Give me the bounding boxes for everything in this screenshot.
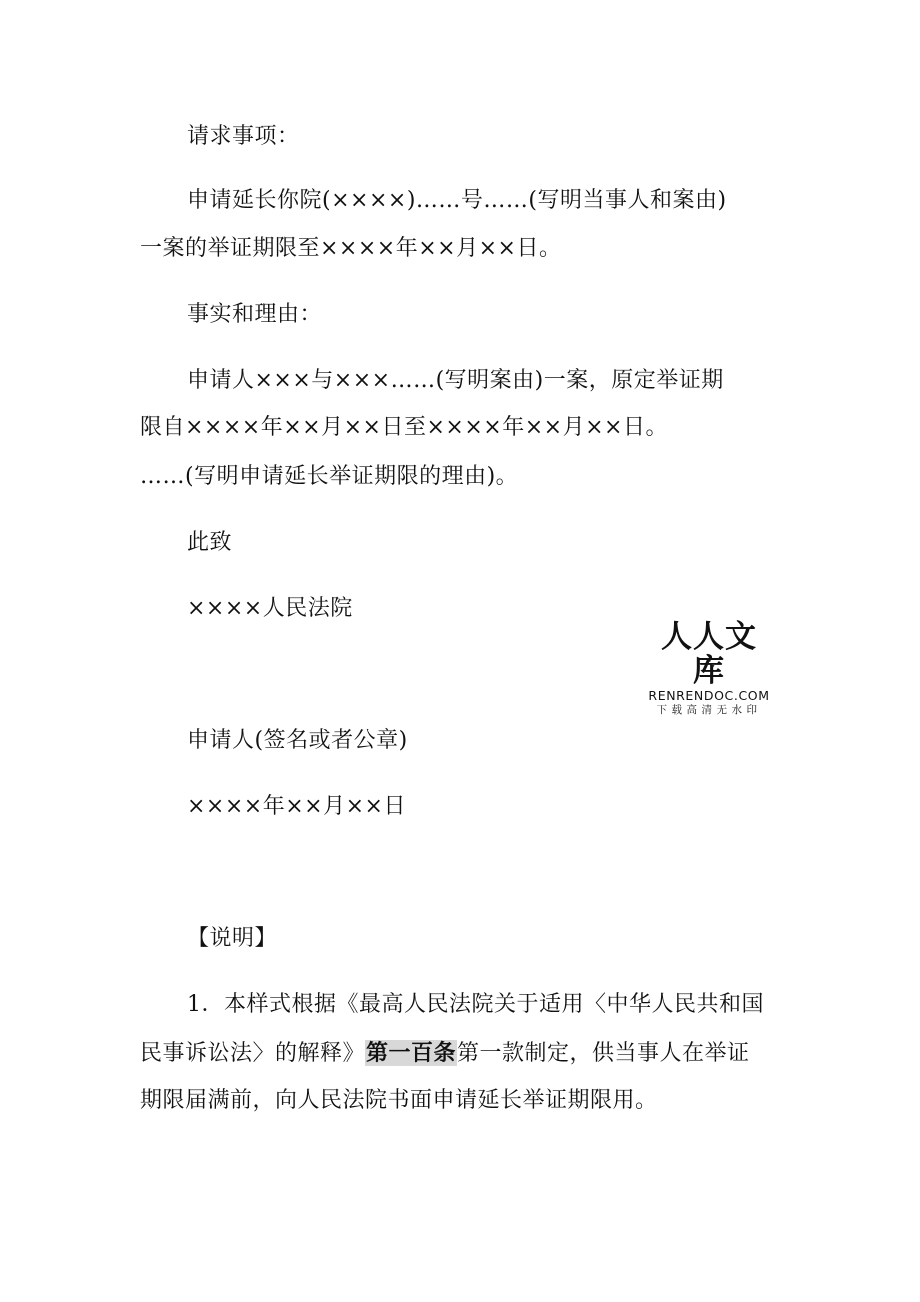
facts-text-line: 申请人×××与×××……(写明案由)一案，原定举证期 bbox=[187, 368, 724, 393]
note-text-line bbox=[140, 1038, 750, 1069]
facts-text-line: 限自××××年××月××日至××××年××月××日。 bbox=[140, 415, 668, 440]
watermark-title: 人人文库 bbox=[661, 619, 757, 689]
claims-text-line: 一案的举证期限至××××年××月××日。 bbox=[140, 236, 562, 261]
salutation: 此致 bbox=[187, 530, 233, 555]
watermark-url: RENRENDOC.COM bbox=[648, 688, 770, 703]
claims-heading: 请求事项： bbox=[187, 124, 300, 149]
facts-heading: 事实和理由： bbox=[187, 302, 323, 327]
court-name: ××××人民法院 bbox=[187, 596, 353, 621]
facts-text-line: ……(写明申请延长举证期限的理由)。 bbox=[140, 464, 519, 489]
claims-text-line: 申请延长你院(××××)……号……(写明当事人和案由) bbox=[187, 188, 727, 213]
note-text-segment: 第一款制定，供当事人在举证 bbox=[457, 1041, 750, 1066]
applicant-signature-line: 申请人(签名或者公章) bbox=[187, 728, 408, 753]
note-text-segment: 民事诉讼法〉的解释》 bbox=[140, 1041, 366, 1066]
notes-heading: 【说明】 bbox=[187, 926, 278, 951]
watermark-logo bbox=[646, 620, 772, 717]
note-text-line: 1．本样式根据《最高人民法院关于适用〈中华人民共和国 bbox=[187, 992, 764, 1017]
date-line: ××××年××月××日 bbox=[187, 794, 406, 819]
highlighted-article-reference: 第一百条 bbox=[366, 1040, 457, 1066]
note-text-line: 期限届满前，向人民法院书面申请延长举证期限用。 bbox=[140, 1088, 658, 1113]
watermark-subtitle: 下载高清无水印 bbox=[656, 704, 762, 716]
